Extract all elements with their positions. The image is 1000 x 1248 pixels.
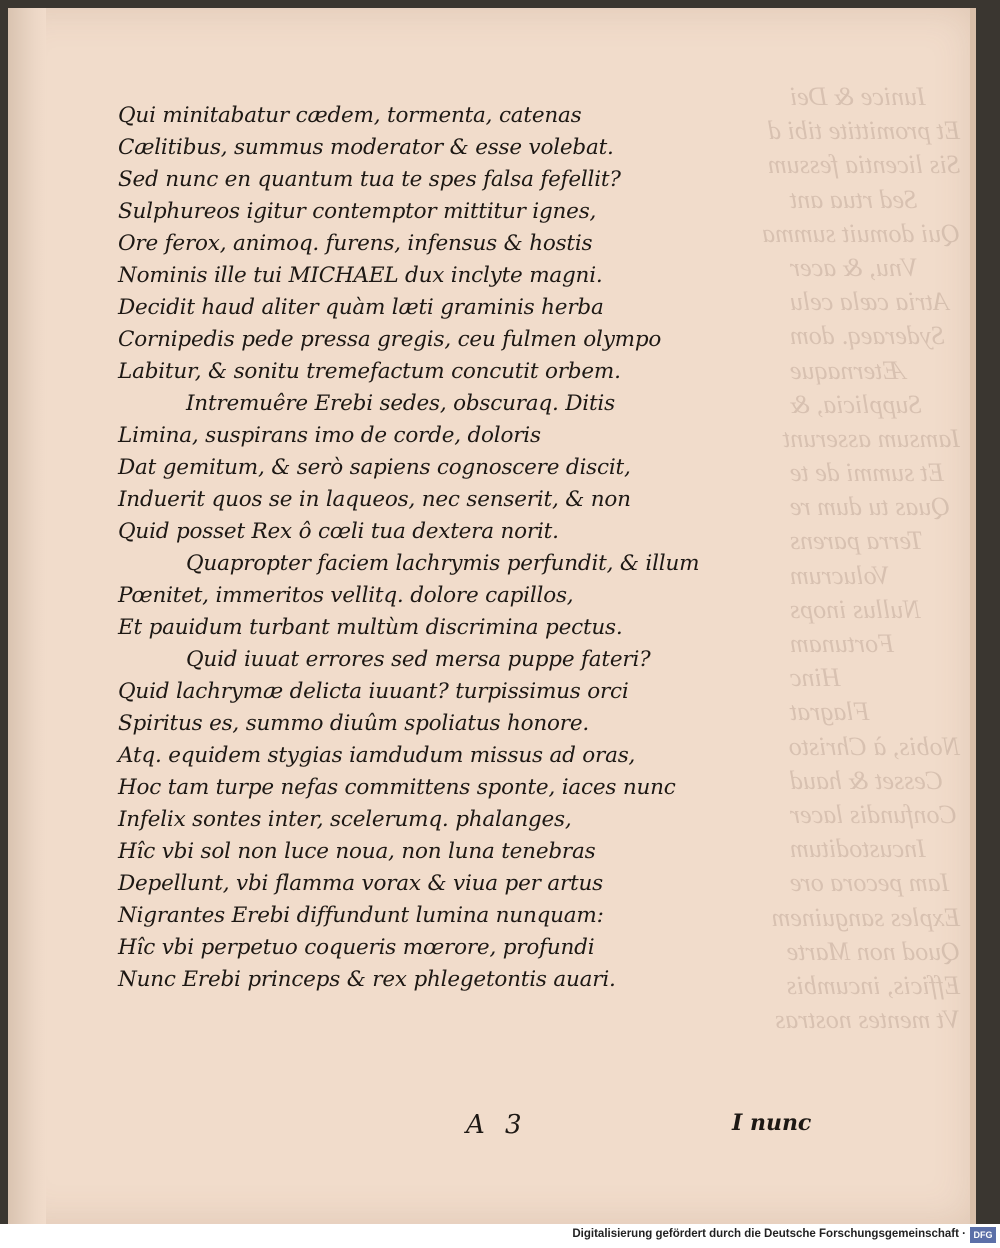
- poem-line: Sulphureos igitur contemptor mittitur ignes,: [118, 199, 597, 224]
- poem-line: Decidit haud aliter quàm læti graminis herba: [118, 295, 604, 320]
- poem-line: Qui minitabatur cædem, tormenta, catenas: [118, 103, 582, 128]
- page-edge: [970, 8, 976, 1224]
- bleed-through-text: Iunice & Dei Et promittite tibi d Sis licentia fessum Sed rtua ant Qui domuit summa Vnu, & acer Atria cæla celu Syderaeq. dom Æternaque Supplicia, & Iamsum asserunt Et summi de te Quas tu dum re Terra parens Volucrum Nullus inops Fortunam Hinc Flagrat Nobis, à Christo Cesset & haud Confundis lacer Incustoditum Iam pecora ore Exples sanguinem Quod non Marte Efficis, incumbis Vt mentes nostras: [762, 82, 960, 1035]
- poem-line: Nominis ille tui MICHAEL dux inclyte magni.: [118, 263, 603, 288]
- catchword: I nunc: [732, 1110, 812, 1136]
- poem-line: Nunc Erebi princeps & rex phlegetontis auari.: [118, 967, 616, 992]
- signature-mark: A 3: [466, 1110, 528, 1140]
- page-gutter: [8, 8, 46, 1224]
- poem-line: Ore ferox, animoq. furens, infensus & hostis: [118, 231, 593, 256]
- poem-line: Pœnitet, immeritos vellitq. dolore capillos,: [118, 583, 574, 608]
- poem-line: Quid iuuat errores sed mersa puppe fateri?: [186, 647, 651, 672]
- poem-line: Quid lachrymæ delicta iuuant? turpissimus orci: [118, 679, 629, 704]
- poem-line: Dat gemitum, & serò sapiens cognoscere discit,: [118, 455, 631, 480]
- footer-credit: Digitalisierung gefördert durch die Deutsche Forschungsgemeinschaft ·: [572, 1228, 966, 1240]
- footer-bar: [0, 1224, 1000, 1248]
- poem-line: Hoc tam turpe nefas committens sponte, iaces nunc: [118, 775, 676, 800]
- poem-line: Sed nunc en quantum tua te spes falsa fefellit?: [118, 167, 621, 192]
- poem-line: Quapropter faciem lachrymis perfundit, & illum: [186, 551, 700, 576]
- poem-line: Atq. equidem stygias iamdudum missus ad oras,: [118, 743, 636, 768]
- poem-line: Intremuêre Erebi sedes, obscuraq. Ditis: [186, 391, 615, 416]
- poem-line: Labitur, & sonitu tremefactum concutit orbem.: [118, 359, 621, 384]
- poem-line: Et pauidum turbant multùm discrimina pectus.: [118, 615, 623, 640]
- poem-line: Quid posset Rex ô cœli tua dextera norit.: [118, 519, 559, 544]
- poem-line: Cælitibus, summus moderator & esse volebat.: [118, 135, 614, 160]
- poem-line: Infelix sontes inter, scelerumq. phalanges,: [118, 807, 572, 832]
- poem-line: Limina, suspirans imo de corde, doloris: [118, 423, 541, 448]
- poem-line: Spiritus es, summo diuûm spoliatus honore.: [118, 711, 589, 736]
- poem-line: Depellunt, vbi flamma vorax & viua per artus: [118, 871, 603, 896]
- dfg-logo[interactable]: DFG: [970, 1227, 996, 1243]
- poem-line: Cornipedis pede pressa gregis, ceu fulmen olympo: [118, 327, 662, 352]
- poem-line: Nigrantes Erebi diffundunt lumina nunquam:: [118, 903, 604, 928]
- poem-line: Induerit quos se in laqueos, nec senserit, & non: [118, 487, 631, 512]
- poem-line: Hîc vbi perpetuo coqueris mœrore, profundi: [118, 935, 595, 960]
- poem-text: [118, 100, 758, 996]
- poem-line: Hîc vbi sol non luce noua, non luna tenebras: [118, 839, 596, 864]
